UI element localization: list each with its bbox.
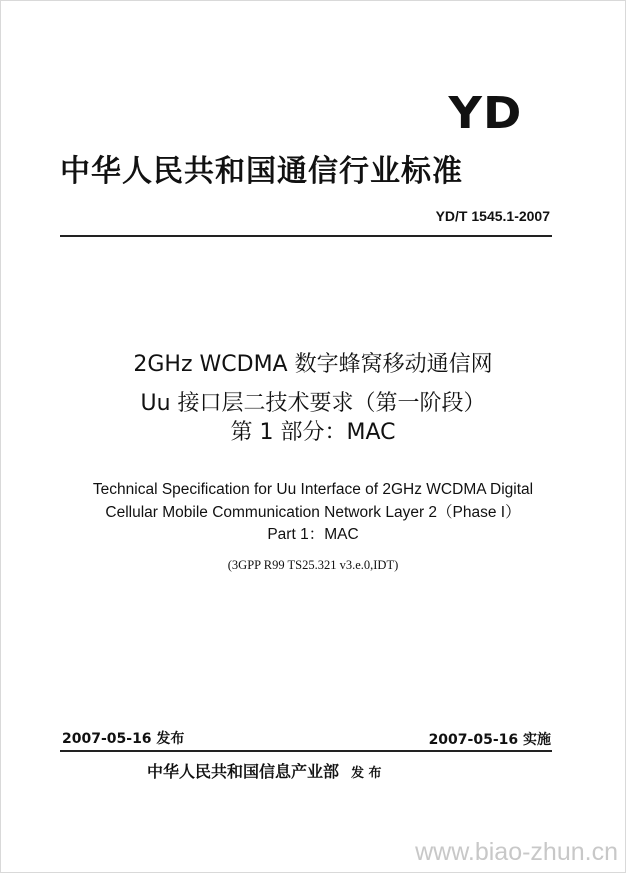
chinese-title-line-3: 第 1 部分：MAC [230,420,396,445]
standard-category-title: 中华人民共和国通信行业标准 [60,154,463,189]
reference-standard: (3GPP R99 TS25.321 v3.e.0,IDT) [227,558,399,572]
site-watermark: www.biao-zhun.cn [415,838,618,866]
english-title-line-2: Cellular Mobile Communication Network Layer 2（Phase I） [105,504,521,521]
yd-logo: YD [448,88,522,139]
publish-action: 发 布 [351,766,382,781]
publisher-line [147,759,382,782]
chinese-title-line-1: 2GHz WCDMA 数字蜂窝移动通信网 [133,352,493,377]
header-divider [60,235,552,237]
english-title-line-1: Technical Specification for Uu Interface of 2GHz WCDMA Digital [92,481,534,498]
chinese-title-line-2: Uu 接口层二技术要求（第一阶段） [140,391,486,416]
footer-divider [60,750,552,752]
standard-number: YD/T 1545.1-2007 [435,208,550,224]
implementation-date: 2007-05-16 实施 [428,732,551,748]
issue-date: 2007-05-16 发布 [62,731,185,747]
english-title-line-3: Part 1：MAC [267,526,359,543]
publisher-name: 中华人民共和国信息产业部 [147,762,340,781]
